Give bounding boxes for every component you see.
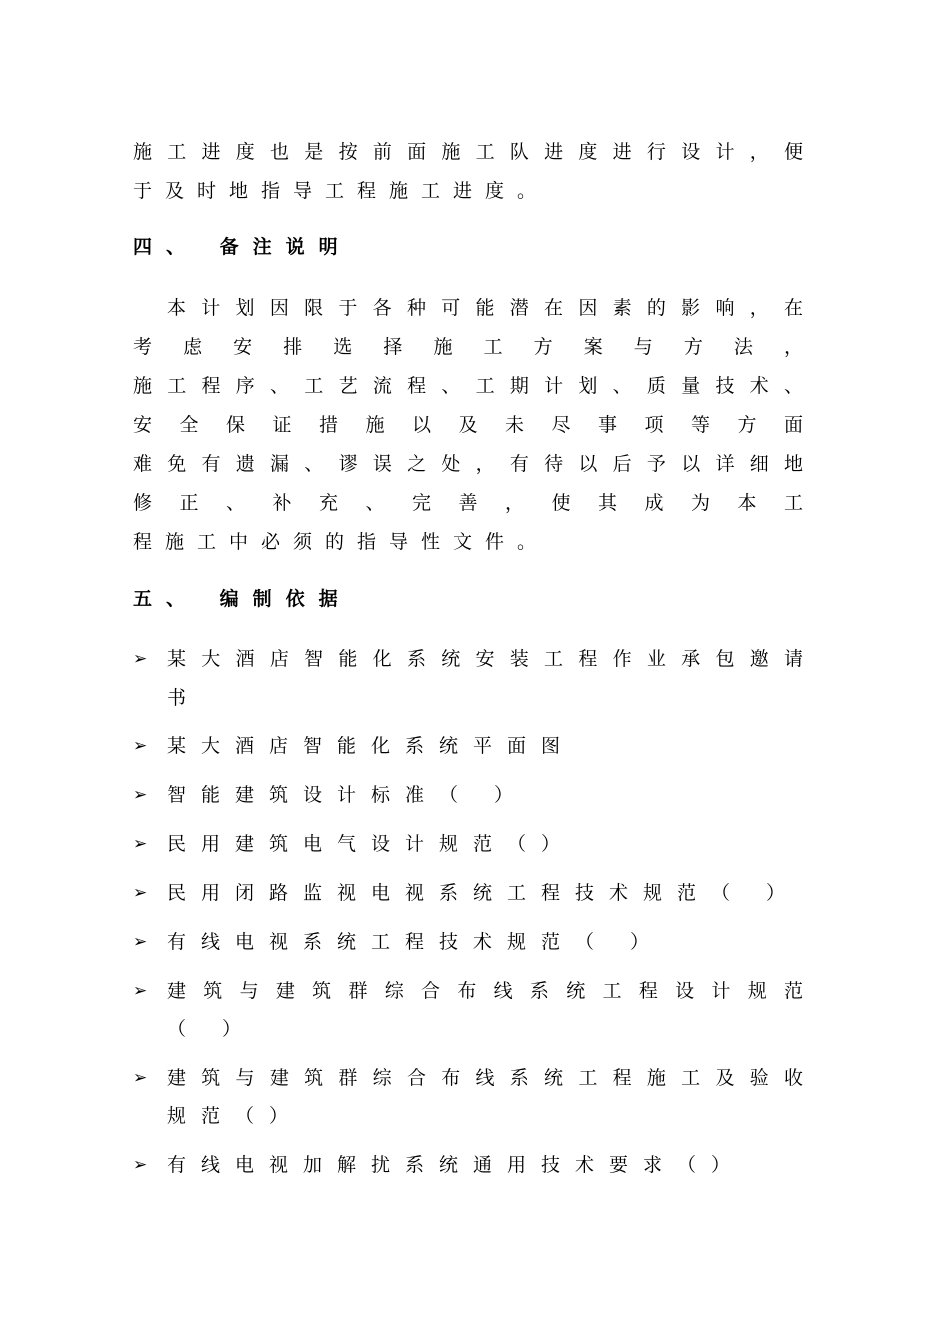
section4-line-4: 安 全 保 证 措 施 以 及 未 尽 事 项 等 方 面 [133, 414, 803, 436]
reference-item-5: 民用闭路监视电视系统工程技术规范（ ） [167, 882, 801, 904]
section4-line-5: 难 免 有 遗 漏 、 谬 误 之 处 ， 有 待 以 后 予 以 详 细 地 [133, 453, 803, 475]
bullet-arrow-icon: ➢ [133, 1068, 148, 1088]
bullet-arrow-icon: ➢ [133, 649, 148, 669]
bullet-arrow-icon: ➢ [133, 1155, 148, 1175]
reference-item-8-line-2: 规范（） [167, 1105, 304, 1127]
reference-item-7-line-2: （ ） [167, 1018, 257, 1040]
section4-line-1: 本 计 划 因 限 于 各 种 可 能 潜 在 因 素 的 影 响 ， 在 [167, 297, 803, 319]
section4-line-2: 考 虑 安 排 选 择 施 工 方 案 与 方 法 ， [133, 336, 803, 358]
reference-item-9: 有线电视加解扰系统通用技术要求（） [167, 1154, 746, 1176]
para1-line-1: 施 工 进 度 也 是 按 前 面 施 工 队 进 度 进 行 设 计 ， 便 [133, 141, 803, 163]
reference-item-2: 某大酒店智能化系统平面图 [167, 735, 576, 757]
reference-item-3: 智能建筑设计标准（ ） [167, 784, 529, 806]
reference-item-4: 民用建筑电气设计规范（） [167, 833, 576, 855]
reference-item-6: 有线电视系统工程技术规范（ ） [167, 931, 665, 953]
para1-line-2: 于及时地指导工程施工进度。 [133, 180, 550, 202]
section4-line-7: 程施工中必须的指导性文件。 [133, 531, 550, 553]
bullet-arrow-icon: ➢ [133, 736, 148, 756]
bullet-arrow-icon: ➢ [133, 834, 148, 854]
reference-item-8-line-1: 建 筑 与 建 筑 群 综 合 布 线 系 统 工 程 施 工 及 验 收 [167, 1067, 803, 1089]
reference-item-1-line-1: 某 大 酒 店 智 能 化 系 统 安 装 工 程 作 业 承 包 邀 请 [167, 648, 803, 670]
section4-line-6: 修 正 、 补 充 、 完 善 ， 使 其 成 为 本 工 [133, 492, 803, 514]
reference-item-1-line-2: 书 [167, 687, 202, 709]
bullet-arrow-icon: ➢ [133, 981, 148, 1001]
bullet-arrow-icon: ➢ [133, 785, 148, 805]
reference-item-7-line-1: 建 筑 与 建 筑 群 综 合 布 线 系 统 工 程 设 计 规 范 [167, 980, 803, 1002]
bullet-arrow-icon: ➢ [133, 883, 148, 903]
section4-line-3: 施 工 程 序 、 工 艺 流 程 、 工 期 计 划 、 质 量 技 术 、 [133, 375, 803, 397]
section5-heading: 五、 编制依据 [133, 588, 352, 610]
section4-heading: 四、 备注说明 [133, 236, 352, 258]
bullet-arrow-icon: ➢ [133, 932, 148, 952]
